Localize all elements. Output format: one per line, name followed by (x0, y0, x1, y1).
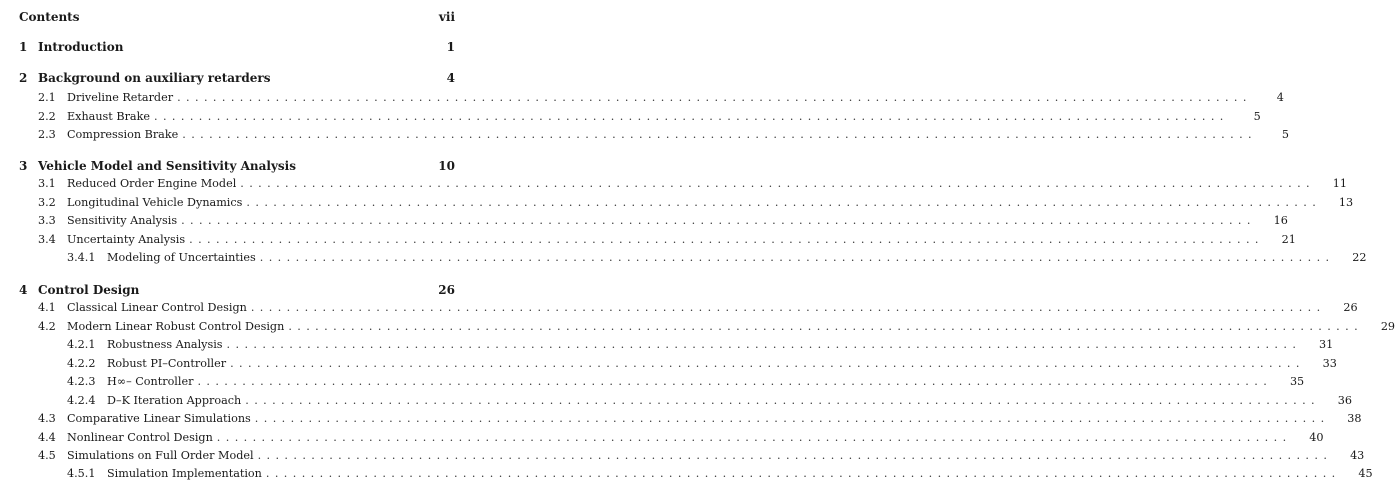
toc-entry-subsection[interactable] (0, 251, 1367, 264)
toc-dot-leader: ........................................................................................................................ (254, 412, 1330, 425)
toc-entry-title: Robustness Analysis (107, 338, 223, 351)
toc-entry-chapter[interactable] (0, 71, 481, 85)
toc-entry-page: 5 (1281, 128, 1289, 141)
toc-entry-title: Modeling of Uncertainties (107, 251, 256, 264)
toc-entry-page: 29 (1380, 320, 1395, 333)
toc-entry-number: 4.1 (38, 301, 56, 314)
toc-entry-number: 3.1 (38, 177, 56, 190)
toc-entry-title: Nonlinear Control Design (67, 431, 213, 444)
toc-dot-leader: ........................................................................................................................ (154, 110, 1229, 123)
toc-entry-number: 4.2.3 (67, 375, 96, 388)
toc-entry-page: 33 (1322, 357, 1337, 370)
toc-dot-leader: ........................................................................................................................ (197, 375, 1273, 388)
toc-entry-page: 35 (1289, 375, 1305, 388)
toc-entry-title: Reduced Order Engine Model (67, 177, 237, 190)
toc-entry-subsection[interactable] (0, 357, 1337, 370)
toc-entry-section[interactable] (0, 449, 1365, 462)
toc-entry-subsection[interactable] (0, 375, 1305, 388)
toc-entry-page: 43 (1350, 449, 1365, 462)
toc-entry-page: 26 (438, 283, 455, 297)
toc-entry-title: Uncertainty Analysis (67, 233, 186, 246)
toc-dot-leader: ........................................................................................................................ (177, 91, 1252, 104)
toc-entry-title: Driveline Retarder (67, 91, 174, 104)
toc-entry-title: Comparative Linear Simulations (67, 412, 251, 425)
toc-entry-section[interactable] (0, 177, 1348, 190)
toc-entry-page: 31 (1319, 338, 1334, 351)
toc-entry-section[interactable] (0, 320, 1395, 333)
toc-entry-section[interactable] (0, 91, 1284, 104)
toc-entry-title: Introduction (38, 40, 124, 54)
toc-entry-number: 4.2.4 (67, 394, 96, 407)
toc-entry-section[interactable] (0, 431, 1324, 444)
toc-entry-title: Classical Linear Control Design (67, 301, 247, 314)
toc-entry-title: Robust PI–Controller (107, 357, 227, 370)
toc-entry-page: 1 (446, 40, 455, 54)
toc-entry-title: Longitudinal Vehicle Dynamics (67, 196, 243, 209)
toc-entry-number: 4 (19, 283, 28, 297)
toc-entry-section[interactable] (0, 214, 1288, 227)
toc-entry-page: 5 (1253, 110, 1261, 123)
toc-entry-number: 4.2.1 (67, 338, 96, 351)
toc-entry-title: Simulations on Full Order Model (67, 449, 254, 462)
toc-entry-page: 11 (1332, 177, 1348, 190)
toc-entry-number: 2.2 (38, 110, 56, 123)
toc-entry-page: 10 (438, 159, 455, 173)
toc-dot-leader: ........................................................................................................................ (250, 301, 1326, 314)
toc-entry-title: D–K Iteration Approach (107, 394, 242, 407)
toc-entry-number: 3.2 (38, 196, 56, 209)
toc-dot-leader: ........................................................................................................................ (259, 251, 1335, 264)
toc-entry-number: 2.3 (38, 128, 56, 141)
toc-entry-number: 1 (19, 40, 28, 54)
toc-dot-leader: ........................................................................................................................ (182, 128, 1257, 141)
toc-entry-page: 4 (1276, 91, 1284, 104)
toc-entry-page: 36 (1337, 394, 1352, 407)
toc-entry-page: 45 (1358, 467, 1373, 480)
toc-entry-page: 16 (1273, 214, 1288, 227)
toc-entry-number: 4.4 (38, 431, 56, 444)
toc-entry-title: H∞– Controller (107, 375, 194, 388)
toc-dot-leader: ........................................................................................................................ (226, 338, 1302, 351)
toc-dot-leader: ........................................................................................................................ (181, 214, 1256, 227)
toc-entry-number: 3 (19, 159, 28, 173)
toc-dot-leader: ........................................................................................................................ (265, 467, 1341, 480)
toc-entry-number: 4.3 (38, 412, 56, 425)
toc-entry-number: 3.4.1 (67, 251, 96, 264)
toc-entry-page: 38 (1347, 412, 1362, 425)
page-header (19, 8, 455, 26)
toc-entry-title: Exhaust Brake (67, 110, 150, 123)
toc-entry-chapter[interactable] (0, 283, 481, 297)
toc-entry-section[interactable] (0, 110, 1261, 123)
toc-entry-page: 40 (1309, 431, 1324, 444)
toc-entry-number: 3.3 (38, 214, 56, 227)
toc-entry-subsection[interactable] (0, 467, 1373, 480)
toc-entry-title: Modern Linear Robust Control Design (67, 320, 285, 333)
toc-dot-leader: ........................................................................................................................ (245, 394, 1320, 407)
toc-dot-leader: ........................................................................................................................ (230, 357, 1305, 370)
toc-entry-section[interactable] (0, 233, 1296, 246)
toc-entry-chapter[interactable] (0, 40, 481, 54)
toc-entry-title: Background on auxiliary retarders (38, 71, 271, 85)
contents-heading: Contents (19, 10, 80, 24)
toc-entry-section[interactable] (0, 301, 1358, 314)
toc-entry-title: Simulation Implementation (107, 467, 262, 480)
toc-entry-title: Compression Brake (67, 128, 179, 141)
toc-entry-page: 13 (1338, 196, 1354, 209)
toc-entry-chapter[interactable] (0, 159, 481, 173)
toc-entry-page: 26 (1343, 301, 1358, 314)
toc-entry-title: Control Design (38, 283, 140, 297)
toc-entry-number: 4.5.1 (67, 467, 96, 480)
toc-entry-number: 4.2 (38, 320, 56, 333)
toc-dot-leader: ........................................................................................................................ (257, 449, 1333, 462)
toc-entry-number: 4.2.2 (67, 357, 96, 370)
toc-dot-leader: ........................................................................................................................ (216, 431, 1292, 444)
header-page-number: vii (438, 10, 455, 24)
toc-entry-page: 21 (1281, 233, 1296, 246)
toc-entry-title: Vehicle Model and Sensitivity Analysis (38, 159, 296, 173)
toc-entry-subsection[interactable] (0, 338, 1334, 351)
toc-entry-number: 3.4 (38, 233, 56, 246)
toc-entry-number: 2 (19, 71, 28, 85)
toc-dot-leader: ........................................................................................................................ (288, 320, 1364, 333)
toc-dot-leader: ........................................................................................................................ (246, 196, 1322, 209)
toc-entry-page: 22 (1352, 251, 1367, 264)
toc-entry-number: 4.5 (38, 449, 56, 462)
toc-entry-section[interactable] (0, 196, 1354, 209)
toc-dot-leader: ........................................................................................................................ (240, 177, 1316, 190)
toc-entry-subsection[interactable] (0, 394, 1352, 407)
toc-entry-section[interactable] (0, 128, 1289, 141)
toc-entry-number: 2.1 (38, 91, 56, 104)
toc-entry-page: 4 (446, 71, 455, 85)
toc-dot-leader: ........................................................................................................................ (189, 233, 1264, 246)
toc-entry-section[interactable] (0, 412, 1362, 425)
toc-entry-title: Sensitivity Analysis (67, 214, 178, 227)
